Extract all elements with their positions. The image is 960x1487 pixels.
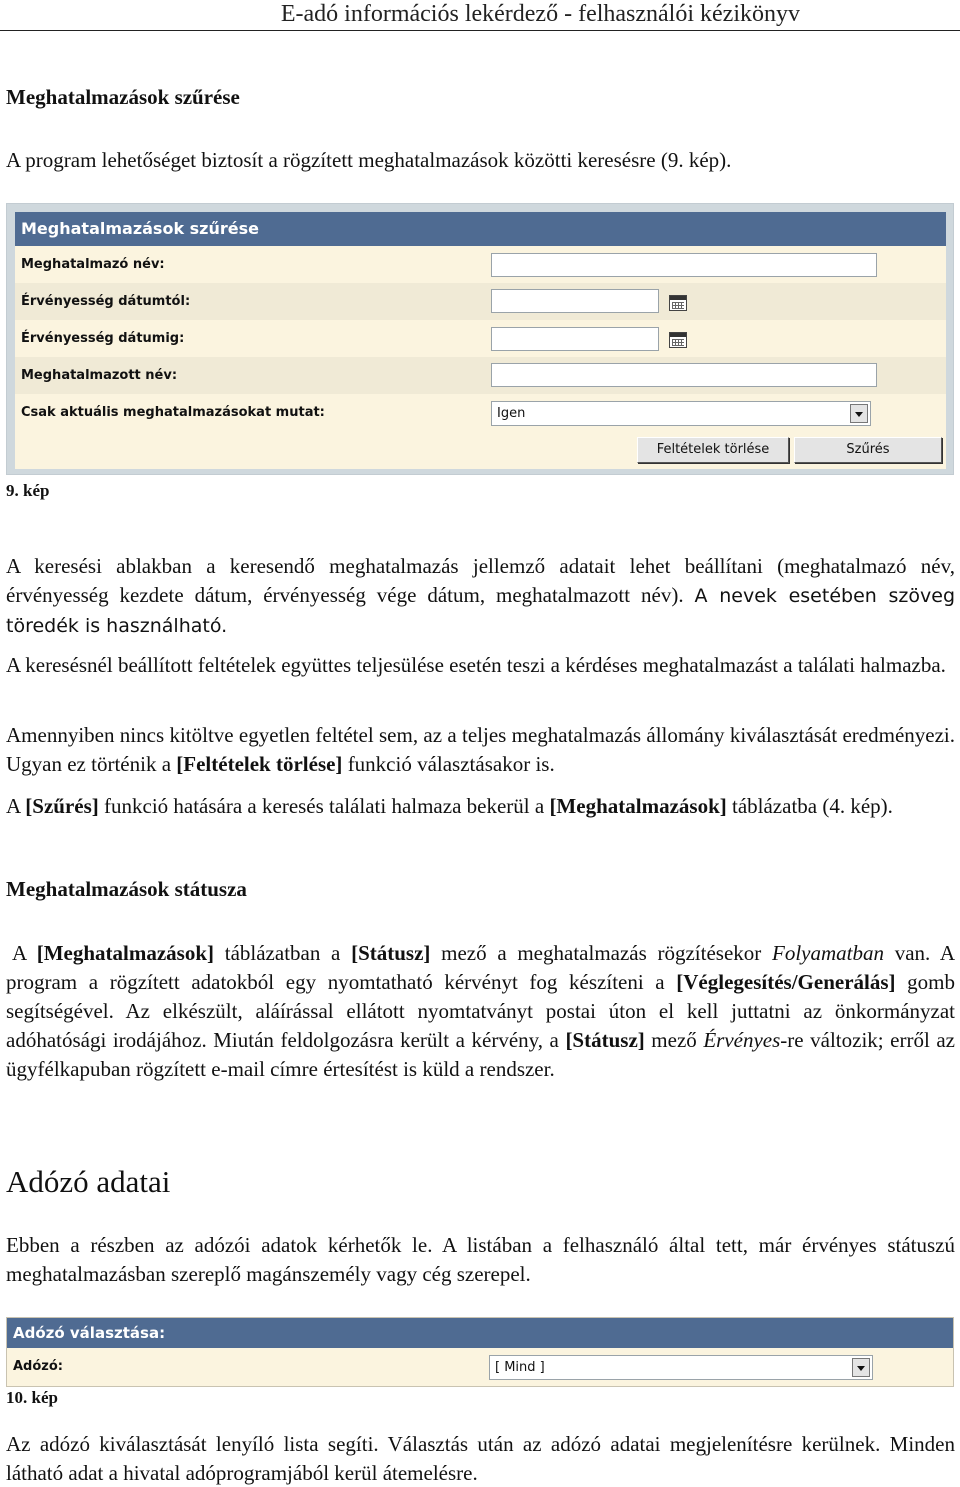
section-heading-filter: Meghatalmazások szűrése xyxy=(6,85,240,109)
text-run: mező a meghatalmazás rögzítésekor xyxy=(430,941,772,965)
taxpayer-panel xyxy=(6,1317,954,1387)
text-run: Amennyiben nincs kitöltve egyetlen feltétel sem, az a teljes meghatalmazás állomány kiválasztását eredményezi. Ugyan ez történik a xyxy=(6,723,955,776)
valid-to-label: Érvényesség dátumig: xyxy=(21,331,185,346)
text-run: Folyamatban xyxy=(772,941,884,965)
text-run: [Státusz] xyxy=(565,1028,645,1052)
grantor-name-input[interactable] xyxy=(491,253,877,277)
chevron-down-icon[interactable] xyxy=(850,404,868,423)
filter-panel xyxy=(15,212,946,469)
grantee-label: Meghatalmazott név: xyxy=(21,368,178,383)
taxpayer-label: Adózó: xyxy=(13,1359,63,1374)
current-only-select[interactable] xyxy=(491,401,871,426)
grantor-label: Meghatalmazó név: xyxy=(21,257,165,272)
grantee-name-input[interactable] xyxy=(491,363,877,387)
row-valid-from xyxy=(15,283,946,320)
text-run: Érvényes xyxy=(703,1028,781,1052)
text-run: A keresési ablakban a keresendő meghatalmazás jellemző adatait lehet beállítani (meghatalmazó név, érvényesség kezdete dátum, érvényesség vége dátum, meghatalmazott név). xyxy=(6,554,955,607)
taxpayer-select-value: [ Mind ] xyxy=(495,1360,545,1375)
taxpayer-intro: Ebben a részben az adózói adatok kérhetők le. A listában a felhasználó által tett, már érvényes státuszú meghatalmazásban szereplő magánszemély vagy cég szerepel. xyxy=(6,1233,955,1286)
text-run: A xyxy=(12,941,37,965)
paragraph-status xyxy=(6,939,955,1084)
row-current-only xyxy=(15,394,946,431)
row-grantee xyxy=(15,357,946,394)
closing-paragraph: Az adózó kiválasztását lenyíló lista segíti. Választás után az adózó adatai megjelenítésre kerülnek. Minden látható adat a hivatal adóprogramjából kerül átemelésre. xyxy=(6,1432,955,1485)
filter-intro: A program lehetőséget biztosít a rögzített meghatalmazások közötti keresésre (9. kép). xyxy=(6,148,732,172)
figure-9-caption: 9. kép xyxy=(6,481,50,500)
filter-panel-title: Meghatalmazások szűrése xyxy=(15,212,946,246)
text-run: gomb segítségével. Az elkészült, aláírással ellátott nyomtatványt postai úton el kell juttatni az önkormányzat adóhatósági irodájához. Miután feldolgozásra került a kérvény, a xyxy=(6,970,955,1052)
text-run: funkció választásakor is. xyxy=(342,752,555,776)
valid-to-input[interactable] xyxy=(491,327,659,351)
text-run: táblázatban a xyxy=(214,941,352,965)
calendar-icon[interactable] xyxy=(669,295,687,311)
text-run: -re változik; erről az ügyfélkapuban rögzített e-mail címre értesítést is küld a rendszer. xyxy=(6,1028,955,1081)
text-run: mező xyxy=(644,1028,704,1052)
text-run: [Státusz] xyxy=(351,941,431,965)
taxpayer-select[interactable] xyxy=(489,1355,873,1380)
valid-from-label: Érvényesség dátumtól: xyxy=(21,294,191,309)
filter-panel-screenshot xyxy=(6,203,954,475)
clear-filters-button[interactable]: Feltételek törlése xyxy=(637,437,789,463)
row-grantor xyxy=(15,246,946,283)
text-run: funkció hatására a keresés találati halmaza bekerül a xyxy=(98,794,550,818)
taxpayer-panel-title: Adózó választása: xyxy=(7,1318,953,1348)
text-run: A nevek esetében szöveg töredék is használható. xyxy=(6,585,956,637)
section-heading-taxpayer: Adózó adatai xyxy=(6,1164,171,1199)
chevron-down-icon[interactable] xyxy=(852,1358,870,1377)
text-run: [Meghatalmazások] xyxy=(549,794,727,818)
paragraph-search-fields xyxy=(6,552,955,641)
paragraph-no-conditions xyxy=(6,721,955,779)
calendar-icon[interactable] xyxy=(669,332,687,348)
text-run: táblázatba (4. kép). xyxy=(726,794,893,818)
text-run: [Meghatalmazások] xyxy=(36,941,215,965)
text-run: van. A program a rögzített adatokból egy nyomtatható kérvényt fog készíteni a xyxy=(6,941,955,994)
text-run: A xyxy=(6,794,26,818)
current-only-value: Igen xyxy=(497,406,526,421)
page-header: E-adó információs lekérdező - felhasználói kézikönyv xyxy=(0,0,960,31)
current-only-label: Csak aktuális meghatalmazásokat mutat: xyxy=(21,405,325,420)
text-run: [Szűrés] xyxy=(25,794,99,818)
valid-from-input[interactable] xyxy=(491,289,659,313)
section-heading-status: Meghatalmazások státusza xyxy=(6,877,247,901)
text-run: [Véglegesítés/Generálás] xyxy=(676,970,896,994)
text-run: [Feltételek törlése] xyxy=(176,752,343,776)
figure-10-caption: 10. kép xyxy=(6,1388,58,1407)
filter-button[interactable]: Szűrés xyxy=(794,437,942,463)
paragraph-combined-conditions: A keresésnél beállított feltételek együttes teljesülése esetén teszi a kérdéses meghatalmazást a találati halmazba. xyxy=(6,653,946,677)
paragraph-filter-result xyxy=(6,792,955,821)
row-valid-to xyxy=(15,320,946,357)
